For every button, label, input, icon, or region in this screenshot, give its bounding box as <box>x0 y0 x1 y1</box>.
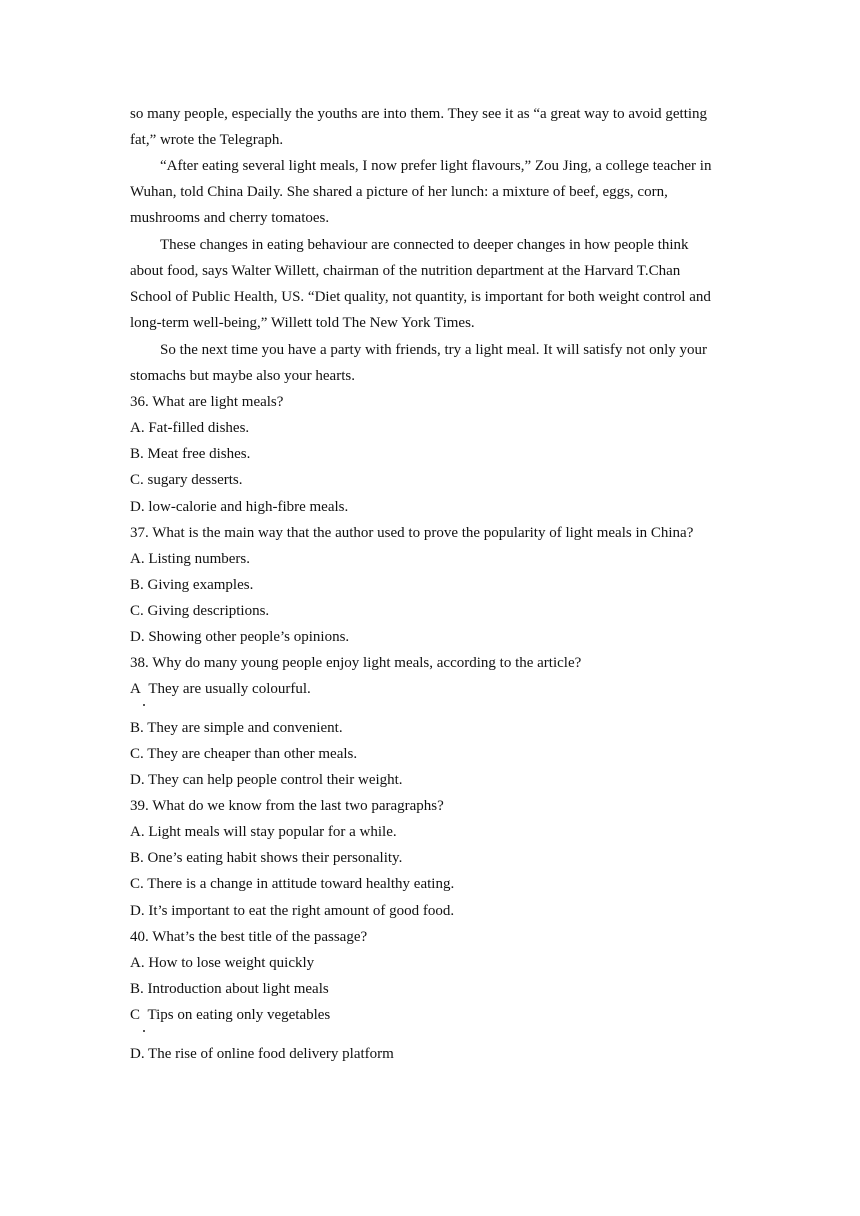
question-40-option-b: B. Introduction about light meals <box>130 981 329 997</box>
question-37-option-a: A. Listing numbers. <box>130 551 250 567</box>
passage-line-5: mushrooms and cherry tomatoes. <box>130 210 330 226</box>
stray-dot <box>143 1030 145 1032</box>
question-36-stem: 36. What are light meals? <box>130 394 284 410</box>
question-38-option-a <box>130 679 311 699</box>
question-37-stem: 37. What is the main way that the author used to prove the popularity of light meals in China? <box>130 525 694 541</box>
question-40-option-d: D. The rise of online food delivery platform <box>130 1046 394 1062</box>
option-letter: C <box>130 1007 141 1023</box>
question-37-option-b: B. Giving examples. <box>130 577 254 593</box>
question-38-option-b: B. They are simple and convenient. <box>130 720 343 736</box>
question-39-option-b: B. One’s eating habit shows their personality. <box>130 850 403 866</box>
passage-line-4: Wuhan, told China Daily. She shared a picture of her lunch: a mixture of beef, eggs, corn, <box>130 184 668 200</box>
question-38-option-d: D. They can help people control their weight. <box>130 772 403 788</box>
passage-line-2: fat,” wrote the Telegraph. <box>130 132 284 148</box>
question-39-stem: 39. What do we know from the last two paragraphs? <box>130 798 444 814</box>
passage-line-3: “After eating several light meals, I now prefer light flavours,” Zou Jing, a college teacher in <box>160 158 712 174</box>
question-39-option-c: C. There is a change in attitude toward healthy eating. <box>130 876 455 892</box>
question-37-option-c: C. Giving descriptions. <box>130 603 270 619</box>
question-36-option-c: C. sugary desserts. <box>130 472 243 488</box>
question-39-option-a: A. Light meals will stay popular for a while. <box>130 824 397 840</box>
passage-line-1: so many people, especially the youths are into them. They see it as “a great way to avoid getting <box>130 106 708 122</box>
passage-line-7: about food, says Walter Willett, chairman of the nutrition department at the Harvard T.Chan <box>130 263 681 279</box>
question-40-option-c <box>130 1005 330 1025</box>
passage-line-10: So the next time you have a party with friends, try a light meal. It will satisfy not only your <box>160 342 707 358</box>
question-40-option-a: A. How to lose weight quickly <box>130 955 315 971</box>
option-text: Tips on eating only vegetables <box>147 1007 331 1023</box>
question-40-stem: 40. What’s the best title of the passage? <box>130 929 368 945</box>
passage-line-11: stomachs but maybe also your hearts. <box>130 368 355 384</box>
passage-line-9: long-term well-being,” Willett told The New York Times. <box>130 315 475 331</box>
stray-dot <box>143 704 145 706</box>
option-text: They are usually colourful. <box>148 681 311 697</box>
question-37-option-d: D. Showing other people’s opinions. <box>130 629 350 645</box>
question-36-option-b: B. Meat free dishes. <box>130 446 251 462</box>
question-36-option-d: D. low-calorie and high-fibre meals. <box>130 499 349 515</box>
passage-line-6: These changes in eating behaviour are connected to deeper changes in how people think <box>160 237 689 253</box>
question-36-option-a: A. Fat-filled dishes. <box>130 420 250 436</box>
question-38-option-c: C. They are cheaper than other meals. <box>130 746 358 762</box>
passage-line-8: School of Public Health, US. “Diet quality, not quantity, is important for both weight control and <box>130 289 711 305</box>
question-38-stem: 38. Why do many young people enjoy light meals, according to the article? <box>130 655 582 671</box>
option-letter: A <box>130 681 141 697</box>
question-39-option-d: D. It’s important to eat the right amount of good food. <box>130 903 455 919</box>
